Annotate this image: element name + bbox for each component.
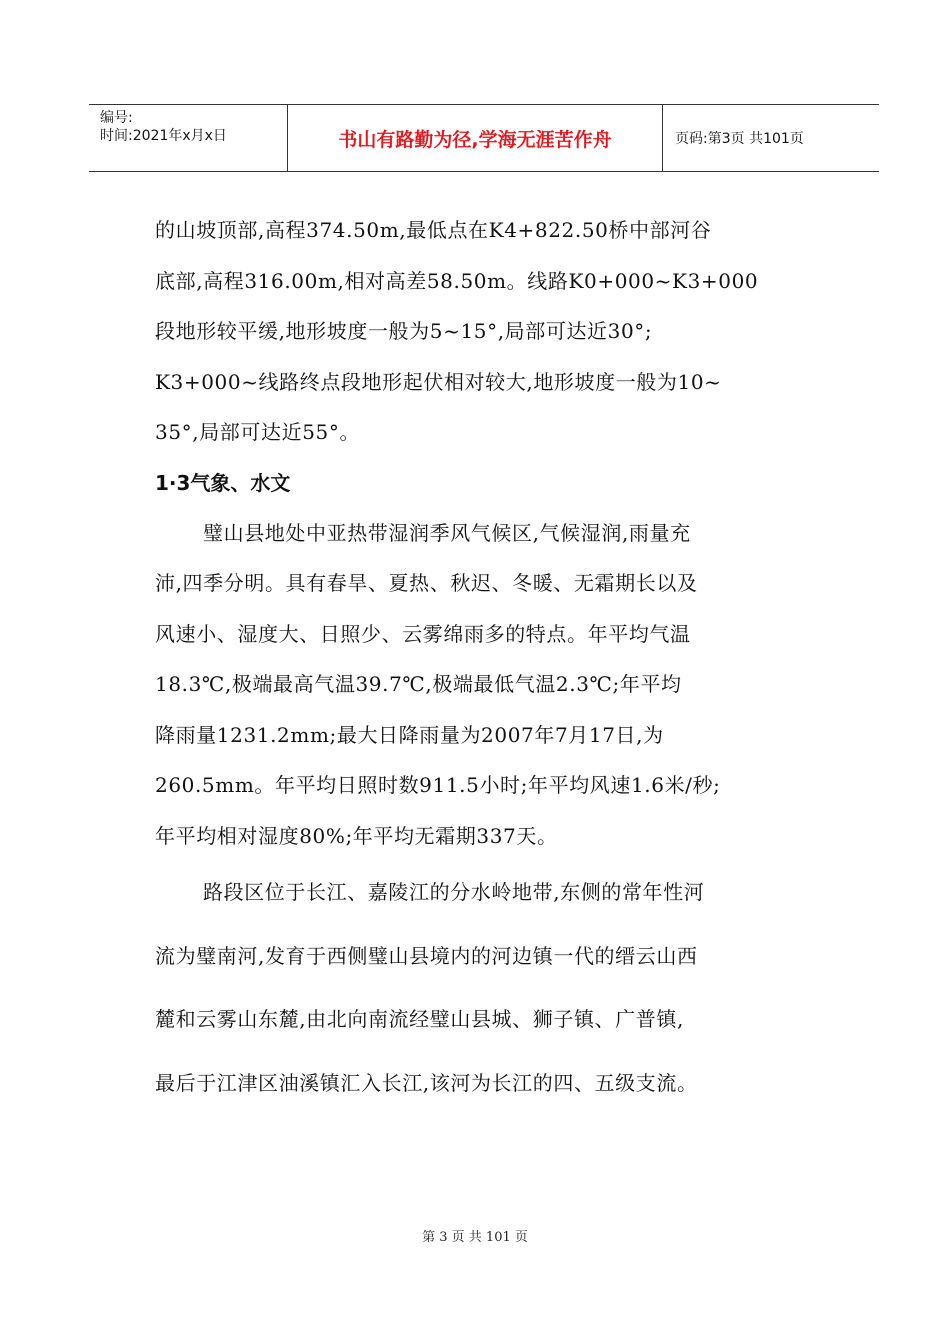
header-meta [100,109,227,145]
page-header [89,104,879,172]
text-line: 段地形较平缓,地形坡度一般为5~15°,局部可达近30°; [155,319,653,343]
text-line: 流为璧南河,发育于西侧璧山县境内的河边镇一代的缙云山西 [155,943,698,968]
time-label: 时间:2021年x月x日 [100,128,227,144]
paragraph-climate [155,508,835,862]
text-line: 的山坡顶部,高程374.50m,最低点在K4+822.50桥中部河谷 [155,218,712,242]
text-line: 最后于江津区油溪镇汇入长江,该河为长江的四、五级支流。 [155,1070,698,1095]
page-footer: 第 3 页 共 101 页 [422,1230,528,1245]
text-line: 18.3℃,极端最高气温39.7℃,极端最低气温2.3℃;年平均 [155,672,682,696]
paragraph-terrain [155,205,835,458]
header-page-code: 页码:第3页 共101页 [675,131,804,147]
text-line: 260.5mm。年平均日照时数911.5小时;年平均风速1.6米/秒; [155,773,721,797]
text-line: 年平均相对湿度80%;年平均无霜期337天。 [155,823,558,848]
text-line: 路段区位于长江、嘉陵江的分水岭地带,东侧的常年性河 [203,880,705,904]
number-label: 编号: [100,110,133,126]
header-motto: 书山有路勤为径,学海无涯苦作舟 [338,128,612,151]
document-body [155,205,835,1115]
text-line: 沛,四季分明。具有春旱、夏热、秋迟、冬暖、无霜期长以及 [155,571,698,595]
text-line: 35°,局部可达近55°。 [155,420,361,444]
text-line: 璧山县地处中亚热带湿润季风气候区,气候湿润,雨量充 [203,520,691,545]
text-line: 麓和云雾山东麓,由北向南流经璧山县城、狮子镇、广普镇, [155,1007,684,1031]
text-line: K3+000~线路终点段地形起伏相对较大,地形坡度一般为10~ [155,369,722,394]
text-line: 风速小、湿度大、日照少、云雾绵雨多的特点。年平均气温 [155,621,691,646]
text-line: 降雨量1231.2mm;最大日降雨量为2007年7月17日,为 [155,722,664,747]
header-divider [662,105,663,171]
section-heading: 1·3气象、水文 [155,470,291,495]
paragraph-hydrology [155,861,835,1115]
text-line: 底部,高程316.00m,相对高差58.50m。线路K0+000~K3+000 [155,268,759,293]
